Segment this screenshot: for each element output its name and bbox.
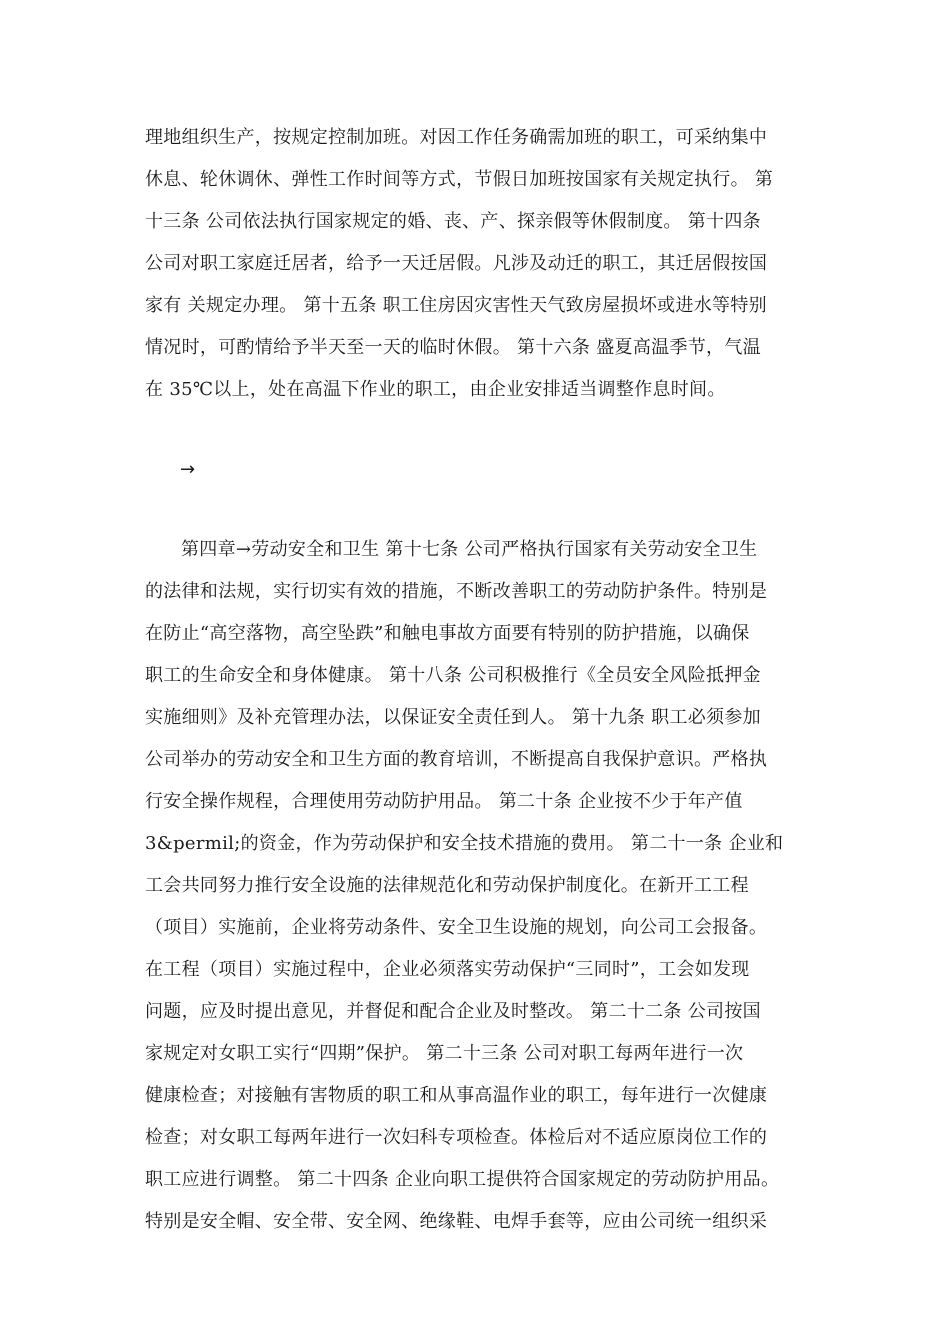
- text-line: 职工的生命安全和身体健康。 第十八条 公司积极推行《全员安全风险抵押金: [145, 665, 761, 686]
- text-line: 特别是安全帽、安全带、安全网、绝缘鞋、电焊手套等，应由公司统一组织采: [145, 1211, 768, 1232]
- text-line: 职工应进行调整。 第二十四条 企业向职工提供符合国家规定的劳动防护用品。: [145, 1169, 780, 1190]
- text-line: 理地组织生产，按规定控制加班。对因工作任务确需加班的职工，可采纳集中: [145, 127, 768, 148]
- text-line: 3&permil;的资金，作为劳动保护和安全技术措施的费用。 第二十一条 企业和: [145, 833, 784, 854]
- chapter-heading-line: 第四章→劳动安全和卫生 第十七条 公司严格执行国家有关劳动安全卫生: [181, 539, 758, 560]
- text-line: 休息、轮休调休、弹性工作时间等方式，节假日加班按国家有关规定执行。 第: [145, 169, 774, 190]
- tab-arrow-mark: →: [180, 459, 196, 480]
- text-line: 在工程（项目）实施过程中，企业必须落实劳动保护“三同时”，工会如发现: [145, 959, 750, 980]
- text-line: 公司举办的劳动安全和卫生方面的教育培训，不断提高自我保护意识。严格执: [145, 749, 768, 770]
- text-line: 情况时，可酌情给予半天至一天的临时休假。 第十六条 盛夏高温季节，气温: [145, 337, 761, 358]
- text-line: 在 35℃以上，处在高温下作业的职工，由企业安排适当调整作息时间。: [145, 379, 726, 400]
- text-line: 家有 关规定办理。 第十五条 职工住房因灾害性天气致房屋损坏或进水等特别: [145, 295, 767, 316]
- text-line: 十三条 公司依法执行国家规定的婚、丧、产、探亲假等休假制度。 第十四条: [145, 211, 761, 232]
- text-line: （项目）实施前，企业将劳动条件、安全卫生设施的规划，向公司工会报备。: [145, 917, 768, 938]
- text-line: 检查；对女职工每两年进行一次妇科专项检查。体检后对不适应原岗位工作的: [145, 1127, 768, 1148]
- text-line: 问题，应及时提出意见，并督促和配合企业及时整改。 第二十二条 公司按国: [145, 1001, 761, 1022]
- text-line: 的法律和法规，实行切实有效的措施，不断改善职工的劳动防护条件。特别是: [145, 581, 768, 602]
- text-line: 家规定对女职工实行“四期”保护。 第二十三条 公司对职工每两年进行一次: [145, 1043, 744, 1064]
- text-line: 实施细则》及补充管理办法，以保证安全责任到人。 第十九条 职工必须参加: [145, 707, 761, 728]
- text-line: 健康检查；对接触有害物质的职工和从事高温作业的职工，每年进行一次健康: [145, 1085, 768, 1106]
- text-line: 公司对职工家庭迁居者，给予一天迁居假。凡涉及动迁的职工，其迁居假按国: [145, 253, 768, 274]
- text-line: 行安全操作规程，合理使用劳动防护用品。 第二十条 企业按不少于年产值: [145, 791, 743, 812]
- text-line: 工会共同努力推行安全设施的法律规范化和劳动保护制度化。在新开工工程: [145, 875, 749, 896]
- text-line: 在防止“高空落物，高空坠跌”和触电事故方面要有特别的防护措施，以确保: [145, 623, 750, 644]
